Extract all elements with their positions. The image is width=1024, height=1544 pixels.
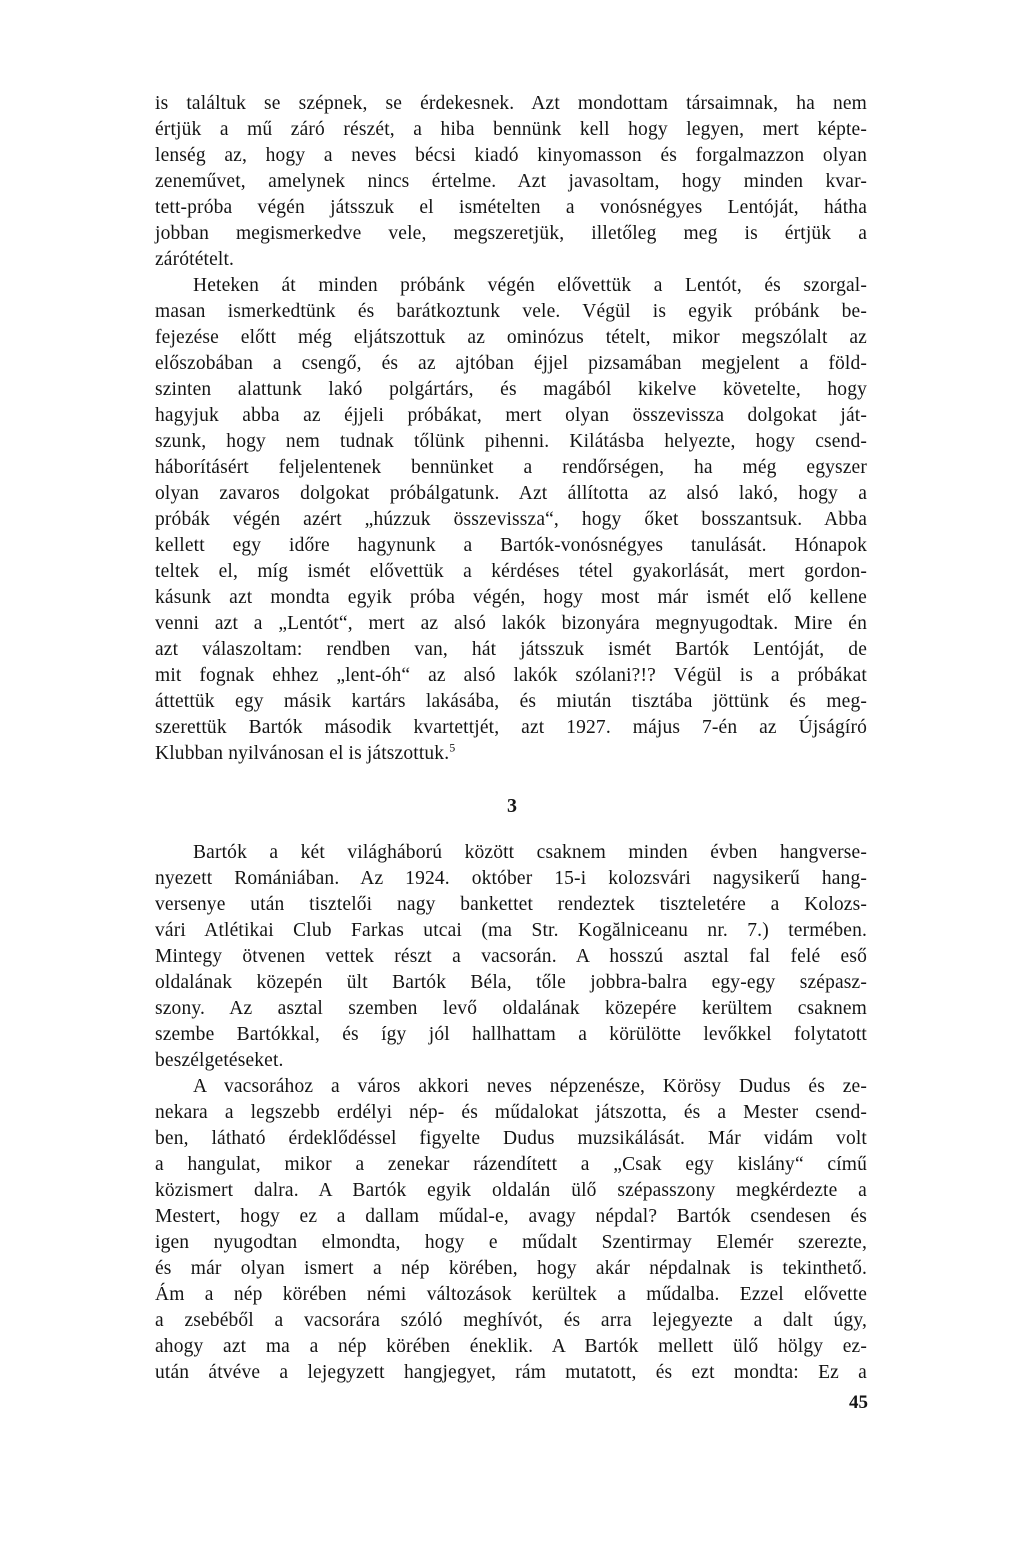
- text-line: Heteken át minden próbánk végén elővettük a Lentót, és szorgal-: [193, 275, 867, 296]
- text-line: szony. Az asztal szemben levő oldalának közepére kerültem csaknem: [155, 998, 867, 1019]
- text-line: és már olyan ismert a nép körében, hogy akár népdalnak is tekinthető.: [155, 1258, 867, 1279]
- text-line: háborításért feljelentenek bennünket a rendőrségen, ha még egyszer: [155, 457, 867, 478]
- page-number: 45: [849, 1392, 868, 1413]
- text-line: a zsebéből a vacsorára szóló meghívót, és arra lejegyezte a dalt úgy,: [155, 1310, 867, 1331]
- text-line: szinten alattunk lakó polgártárs, és magából kikelve követelte, hogy: [155, 379, 867, 400]
- text-line: szunk, hogy nem tudnak tőlünk pihenni. Kilátásba helyezte, hogy csend-: [155, 431, 867, 452]
- text-line: Mestert, hogy ez a dallam műdal-e, avagy népdal? Bartók csendesen és: [155, 1206, 867, 1227]
- text-line: [155, 741, 867, 767]
- text-line: beszélgetéseket.: [155, 1050, 284, 1071]
- text-line: lenség az, hogy a neves bécsi kiadó kinyomasson és forgalmazzon olyan: [155, 145, 867, 166]
- text-line: előszobában a csengő, és az ajtóban éjjel pizsamában megjelent a föld-: [155, 353, 867, 374]
- text-line-content: Klubban nyilvánosan el is játszottuk.: [155, 743, 450, 764]
- text-line: olyan zavaros dolgokat próbálgatunk. Azt állította az alsó lakó, hogy a: [155, 483, 867, 504]
- text-line: A vacsorához a város akkori neves népzenésze, Körösy Dudus és ze-: [193, 1076, 867, 1097]
- text-line: versenye után tisztelői nagy bankettet rendeztek tiszteletére a Kolozs-: [155, 894, 867, 915]
- text-line: a hangulat, mikor a zenekar rázendített a „Csak egy kislány“ című: [155, 1154, 867, 1175]
- text-line: tett-próba végén játsszuk el ismételten a vonósnégyes Lentóját, hátha: [155, 197, 867, 218]
- text-line: nyezett Romániában. Az 1924. október 15-i kolozsvári nagysikerű hang-: [155, 868, 867, 889]
- text-line: ben, látható érdeklődéssel figyelte Dudus muzsikálását. Már vidám volt: [155, 1128, 867, 1149]
- text-line: jobban megismerkedve vele, megszeretjük, illetőleg meg is értjük a: [155, 223, 867, 244]
- text-line: kellett egy időre hagynunk a Bartók-vonósnégyes tanulását. Hónapok: [155, 535, 867, 556]
- text-line: masan ismerkedtünk és barátkoztunk vele. Végül is egyik próbánk be-: [155, 301, 867, 322]
- text-line: próbák végén azért „húzzuk összevissza“, hogy őket bosszantsuk. Abba: [155, 509, 867, 530]
- text-line: kásunk azt mondta egyik próba végén, hogy most már ismét elő kellene: [155, 587, 867, 608]
- text-line: mit fognak ehhez „lent-óh“ az alsó lakók szólani?!? Végül is a próbákat: [155, 665, 867, 686]
- text-line: után átvéve a lejegyzett hangjegyet, rám mutatott, és ezt mondta: Ez a: [155, 1362, 867, 1383]
- text-line: zeneművet, amelynek nincs értelme. Azt javasoltam, hogy minden kvar-: [155, 171, 867, 192]
- text-line: ahogy azt ma a nép körében éneklik. A Bartók mellett ülő hölgy ez-: [155, 1336, 867, 1357]
- text-line: igen nyugodtan elmondta, hogy e műdalt Szentirmay Elemér szerezte,: [155, 1232, 867, 1253]
- text-line: hagyjuk abba az éjjeli próbákat, mert olyan összevissza dolgokat ját-: [155, 405, 867, 426]
- text-line: teltek el, míg ismét elővettük a kérdéses tétel gyakorlását, mert gordon-: [155, 561, 867, 582]
- text-line: közismert dalra. A Bartók egyik oldalán ülő szépasszony megkérdezte a: [155, 1180, 867, 1201]
- text-line: értjük a mű záró részét, a hiba bennünk kell hogy legyen, mert képte-: [155, 119, 867, 140]
- text-line: Bartók a két világháború között csaknem minden évben hangverse-: [193, 842, 867, 863]
- text-line: zárótételt.: [155, 249, 235, 270]
- footnote-marker: 5: [449, 740, 456, 755]
- text-line: Ám a nép körében némi változások kerültek a műdalba. Ezzel elővette: [155, 1284, 867, 1305]
- text-line: oldalának közepén ült Bartók Béla, tőle jobbra-balra egy-egy szépasz-: [155, 972, 867, 993]
- text-line: áttettük egy másik kartárs lakásába, és miután tisztába jöttünk és meg-: [155, 691, 867, 712]
- section-number: 3: [507, 795, 517, 817]
- text-line: venni azt a „Lentót“, mert az alsó lakók bizonyára megnyugodtak. Mire én: [155, 613, 867, 634]
- text-line: fejezése előtt még eljátszottuk az ominózus tételt, mikor megszólalt az: [155, 327, 867, 348]
- text-line: vári Atlétikai Club Farkas utcai (ma Str. Kogălniceanu nr. 7.) termében.: [155, 920, 867, 941]
- text-line: szembe Bartókkal, és így jól hallhattam a körülötte levőkkel folytatott: [155, 1024, 867, 1045]
- text-line: szerettük Bartók második kvartettjét, azt 1927. május 7-én az Újságíró: [155, 717, 867, 738]
- text-line: Mintegy ötvenen vettek részt a vacsorán. A hosszú asztal fal felé eső: [155, 946, 867, 967]
- text-line: is találtuk se szépnek, se érdekesnek. Azt mondottam társaimnak, ha nem: [155, 93, 867, 114]
- text-line: nekara a legszebb erdélyi nép- és műdalokat játszotta, és a Mester csend-: [155, 1102, 867, 1123]
- text-line: azt válaszoltam: rendben van, hát játsszuk ismét Bartók Lentóját, de: [155, 639, 867, 660]
